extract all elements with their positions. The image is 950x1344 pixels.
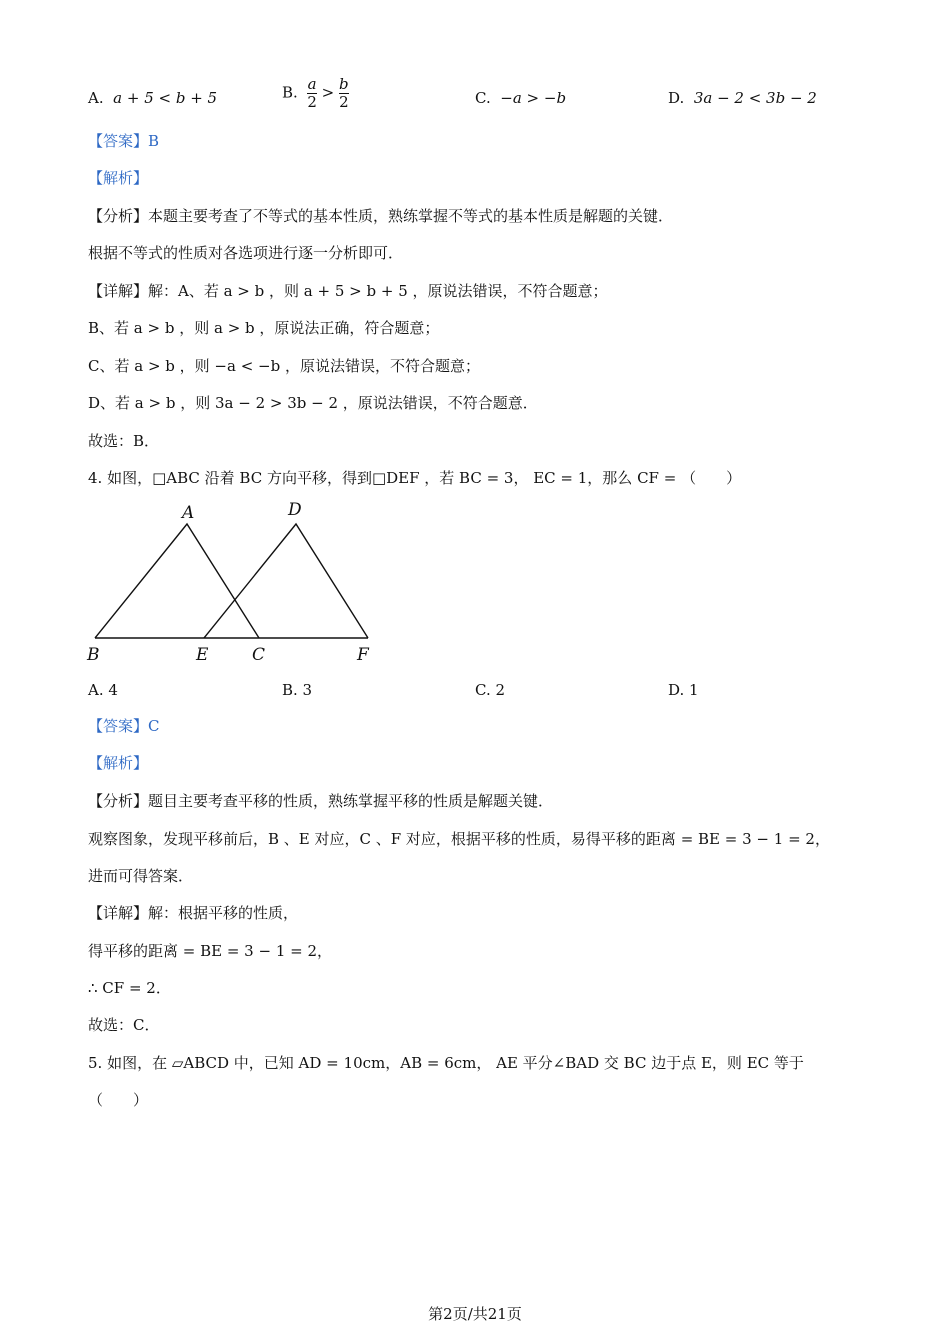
- q4-fenxi: 【分析】题目主要考查平移的性质，熟练掌握平移的性质是解题关键．: [88, 792, 554, 810]
- q3-option-d-label: D.: [668, 89, 685, 107]
- label-c: C: [252, 645, 266, 665]
- q4-observation: 观察图象，发现平移前后，B 、E 对应，C 、F 对应，根据平移的性质，易得平移的距离 = BE = 3 − 1 = 2，: [88, 830, 830, 848]
- q4-option-a: A. 4: [88, 681, 118, 699]
- q3-option-d: [668, 87, 817, 109]
- q4-observation-cont: 进而可得答案．: [88, 867, 194, 885]
- q4-option-c: C. 2: [475, 681, 506, 699]
- q4-option-d: D. 1: [668, 681, 699, 699]
- q3-option-b-op: >: [321, 83, 335, 102]
- label-d: D: [288, 500, 302, 520]
- frac-b-num: b: [339, 75, 349, 93]
- q3-option-a: [88, 87, 217, 109]
- q3-detail-a: 【详解】解：A、若 a > b ，则 a + 5 > b + 5 ，原说法错误，不符合题意；: [88, 282, 608, 300]
- q4-triangle-figure: [80, 496, 390, 672]
- q5-paren: （ ）: [88, 1091, 149, 1109]
- q4-detail: 【详解】解：根据平移的性质，: [88, 904, 299, 922]
- q4-question: 4. 如图，□ABC 沿着 BC 方向平移，得到□DEF ，若 BC = 3， EC = 1，那么 CF = （ ）: [88, 469, 742, 487]
- frac-b-den: 2: [339, 93, 349, 111]
- q3-detail-b: B、若 a > b ，则 a > b ，原说法正确，符合题意；: [88, 319, 440, 337]
- q3-detail-c: C、若 a > b ，则 −a < −b ，原说法错误，不符合题意；: [88, 357, 480, 375]
- label-f: F: [357, 645, 369, 665]
- triangle-def: [204, 524, 368, 638]
- frac-a-den: 2: [307, 93, 317, 111]
- q3-option-c-label: C.: [475, 89, 491, 107]
- q3-fenxi: 【分析】本题主要考查了不等式的基本性质，熟练掌握不等式的基本性质是解题的关键．: [88, 207, 674, 225]
- q3-option-b-frac-a: [307, 76, 317, 111]
- q4-answer: 【答案】C: [88, 717, 160, 735]
- q4-jiexi: 【解析】: [88, 754, 149, 772]
- q3-detail-d: D、若 a > b ，则 3a − 2 > 3b − 2 ，原说法错误，不符合题意．: [88, 394, 538, 412]
- q3-conclusion: 故选：B．: [88, 432, 160, 450]
- triangle-abc: [95, 524, 259, 638]
- q4-cf-result: ∴ CF = 2．: [88, 979, 171, 997]
- label-a: A: [182, 503, 195, 523]
- q3-jiexi: 【解析】: [88, 169, 149, 187]
- q3-answer: 【答案】B: [88, 132, 160, 150]
- q3-option-b: [282, 76, 349, 111]
- q4-option-b: B. 3: [282, 681, 313, 699]
- q3-option-c-text: −a > −b: [500, 89, 567, 107]
- q5-question: 5. 如图，在 ▱ABCD 中，已知 AD = 10cm，AB = 6cm， AE 平分∠BAD 交 BC 边于点 E，则 EC 等于: [88, 1054, 804, 1072]
- q3-option-a-text: a + 5 < b + 5: [113, 89, 218, 107]
- q3-option-c: [475, 87, 566, 109]
- label-e: E: [196, 645, 209, 665]
- page-footer: 第2页/共21页: [428, 1305, 522, 1323]
- label-b: B: [87, 645, 100, 665]
- q3-option-b-label: B.: [282, 83, 298, 102]
- q3-option-d-text: 3a − 2 < 3b − 2: [693, 89, 817, 107]
- q4-conclusion: 故选：C．: [88, 1016, 160, 1034]
- q3-option-a-label: A.: [88, 89, 104, 107]
- q3-option-b-frac-b: [339, 76, 349, 111]
- frac-a-num: a: [307, 75, 317, 93]
- q4-distance: 得平移的距离 = BE = 3 − 1 = 2，: [88, 942, 333, 960]
- q3-analysis-line: 根据不等式的性质对各选项进行逐一分析即可．: [88, 244, 404, 262]
